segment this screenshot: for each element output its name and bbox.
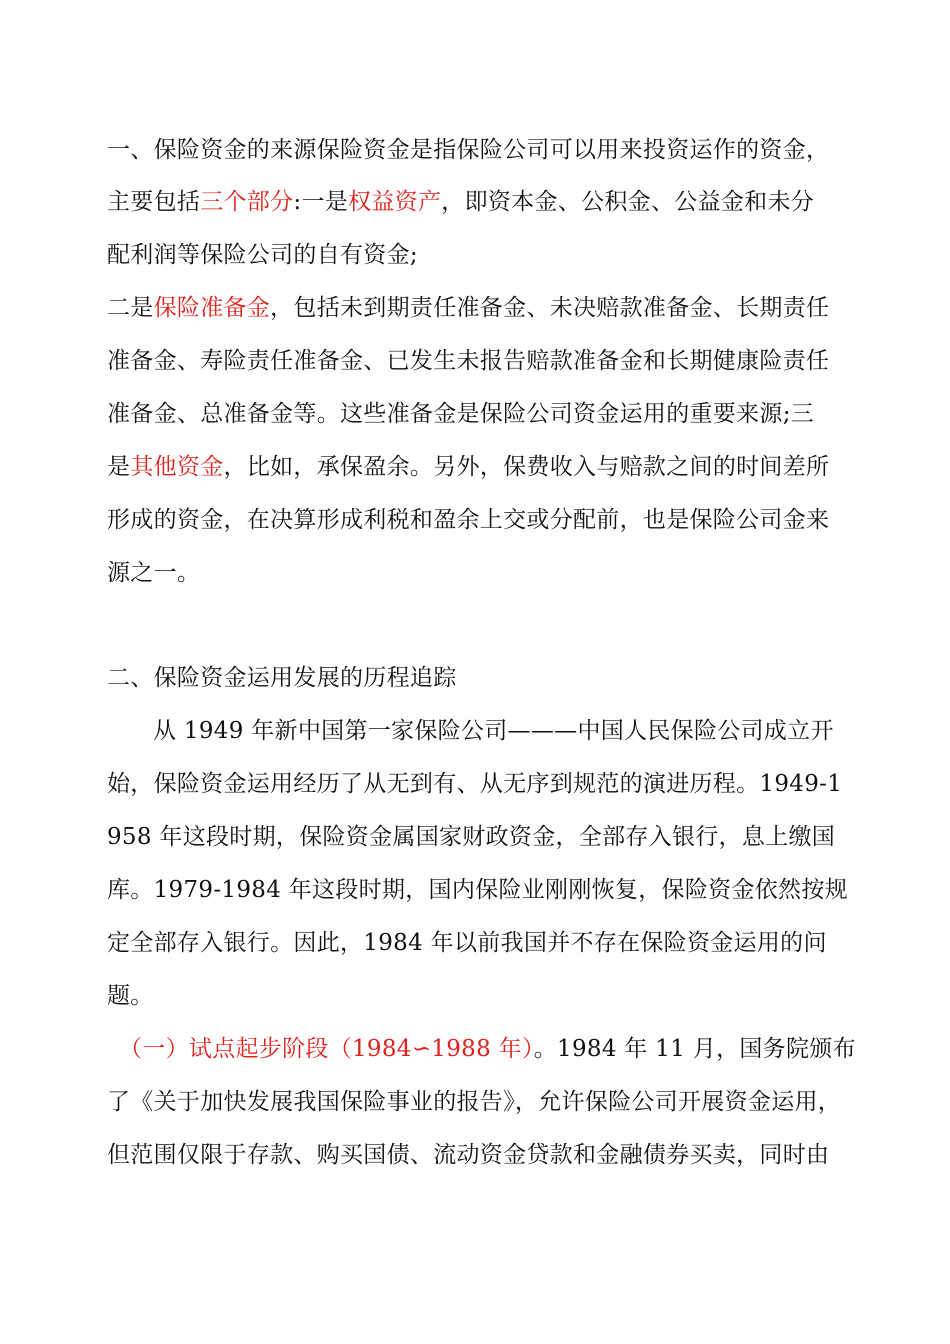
section2-p2-line-3: 但范围仅限于存款、购买国债、流动资金贷款和金融债券买卖，同时由	[107, 1142, 830, 1168]
section2-p1-line-2: 始，保险资金运用经历了从无到有、从无序到规范的演进历程。1949-1	[107, 771, 843, 797]
section1-line-2	[107, 187, 814, 217]
highlight-other-funds: 其他资金	[130, 454, 224, 480]
section2-p1-line-1: 从 1949 年新中国第一家保险公司———中国人民保险公司成立开	[153, 718, 834, 744]
section1-line-7	[107, 452, 829, 482]
section2-p1-line-5: 定全部存入银行。因此，1984 年以前我国并不存在保险资金运用的问	[107, 930, 827, 956]
text-run: ，即资本金、公积金、公益金和未分	[441, 189, 815, 215]
section1-line-3: 配利润等保险公司的自有资金;	[107, 242, 418, 268]
section1-line-1: 一、保险资金的来源保险资金是指保险公司可以用来投资运作的资金，	[107, 137, 830, 163]
section2-p2-line-2: 了《关于加快发展我国保险事业的报告》，允许保险公司开展资金运用，	[107, 1089, 842, 1115]
highlight-equity-assets: 权益资产	[348, 189, 442, 215]
section2-p1-line-4: 库。1979-1984 年这段时期，国内保险业刚刚恢复，保险资金依然按规	[107, 877, 848, 903]
section1-line-8: 形成的资金，在决算形成利税和盈余上交或分配前，也是保险公司金来	[107, 507, 830, 533]
text-run: 。1984 年 11 月，国务院颁布	[533, 1036, 856, 1062]
text-run: 主要包括	[107, 189, 201, 215]
subheading-pilot-stage: （一）试点起步阶段（1984∽1988 年）	[119, 1036, 534, 1062]
text-run: ，比如，承保盈余。另外，保费收入与赔款之间的时间差所	[223, 454, 830, 480]
section1-line-5: 准备金、寿险责任准备金、已发生未报告赔款准备金和长期健康险责任	[107, 348, 830, 374]
section2-p1-line-3: 958 年这段时期，保险资金属国家财政资金，全部存入银行，息上缴国	[107, 824, 836, 850]
section1-line-4	[107, 293, 829, 323]
section2-heading: 二、保险资金运用发展的历程追踪	[107, 665, 457, 691]
highlight-three-parts: 三个部分	[200, 189, 294, 215]
section1-line-6: 准备金、总准备金等。这些准备金是保险公司资金运用的重要来源;三	[107, 401, 815, 427]
text-run: 是	[107, 454, 131, 480]
section2-p2-line-1	[119, 1034, 856, 1064]
section1-line-9: 源之一。	[107, 560, 201, 586]
section2-p1-line-6: 题。	[107, 983, 154, 1009]
text-run: :一是	[293, 189, 349, 215]
text-run: ，包括未到期责任准备金、未决赔款准备金、长期责任	[270, 295, 830, 321]
text-run: 二是	[107, 295, 154, 321]
highlight-insurance-reserves: 保险准备金	[153, 295, 271, 321]
